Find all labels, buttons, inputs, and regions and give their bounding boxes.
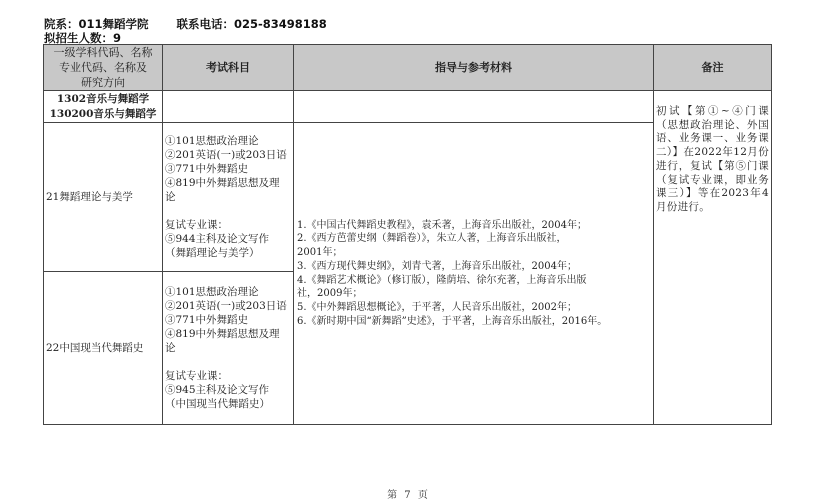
retest-subject: ⑤944主科及论文写作 xyxy=(165,233,270,245)
exam-subject: ①101思想政治理论 xyxy=(165,286,259,298)
retest-subject: （舞蹈理论与美学） xyxy=(165,247,260,259)
notes-cell: 初试【第①~④门课（思想政治理论、外国语、业务课一、业务课二）】在2022年12月份进行，复试【第⑤门课（复试专业课，即业务课三）】等在2023年4月份进行。 xyxy=(654,91,772,425)
discipline-materials-empty xyxy=(294,91,654,123)
discipline-cell xyxy=(44,91,163,123)
major-name: 130200音乐与舞蹈学 xyxy=(49,107,157,120)
column-header-reference-materials: 指导与参考材料 xyxy=(294,45,654,91)
table-header-row xyxy=(44,45,772,91)
exam-subject: ④819中外舞蹈思想及理 xyxy=(165,328,280,340)
direction-name: 21舞蹈理论与美学 xyxy=(44,123,163,272)
exam-subject: 论 xyxy=(165,342,176,354)
phone-label: 联系电话：025-83498188 xyxy=(176,17,327,31)
discipline-subjects-empty xyxy=(163,91,294,123)
reference-item: 社，2009年； xyxy=(297,288,363,300)
reference-item: 1.《中国古代舞蹈史教程》，袁禾著，上海音乐出版社，2004年； xyxy=(297,219,587,231)
exam-subject: ③771中外舞蹈史 xyxy=(165,314,249,326)
retest-subject: （中国现当代舞蹈史） xyxy=(165,398,270,410)
reference-materials-cell xyxy=(294,123,654,425)
first-level-discipline: 1302音乐与舞蹈学 xyxy=(56,92,150,105)
retest-label: 复试专业课： xyxy=(165,219,228,231)
exam-subject: ①101思想政治理论 xyxy=(165,135,259,147)
page-number: 第 7 页 xyxy=(387,490,428,501)
retest-label: 复试专业课： xyxy=(165,370,228,382)
exam-subject: ②201英语(一)或203日语 xyxy=(165,300,287,312)
reference-item: 4.《舞蹈艺术概论》（修订版），隆荫培、徐尔充著，上海音乐出版 xyxy=(297,274,587,286)
retest-subject: ⑤945主科及论文写作 xyxy=(165,384,270,396)
exam-subjects-cell xyxy=(163,123,294,272)
department-label: 院系：011舞蹈学院 xyxy=(44,17,149,31)
exam-subject: 论 xyxy=(165,191,176,203)
column-header-notes: 备注 xyxy=(654,45,772,91)
exam-subjects-cell xyxy=(163,272,294,425)
admissions-table xyxy=(43,44,772,425)
exam-subject: ④819中外舞蹈思想及理 xyxy=(165,177,280,189)
column-header-exam-subjects: 考试科目 xyxy=(163,45,294,91)
reference-item: 5.《中外舞蹈思想概论》，于平著，人民音乐出版社，2002年； xyxy=(297,301,577,313)
enrollment-label: 拟招生人数：9 xyxy=(44,31,122,45)
discipline-row xyxy=(44,91,772,123)
reference-item: 2001年； xyxy=(297,247,343,259)
reference-item: 3.《西方现代舞史纲》，刘青弋著，上海音乐出版社，2004年； xyxy=(297,260,577,272)
column-header-line: 专业代码、名称及 xyxy=(59,61,147,74)
exam-subject: ③771中外舞蹈史 xyxy=(165,163,249,175)
direction-name: 22中国现当代舞蹈史 xyxy=(44,272,163,425)
reference-item: 2.《西方芭蕾史纲（舞蹈卷）》，朱立人著，上海音乐出版社， xyxy=(297,233,567,245)
column-header-line: 一级学科代码、名称 xyxy=(53,46,153,59)
reference-item: 6.《新时期中国“新舞蹈”史述》，于平著，上海音乐出版社，2016年。 xyxy=(297,315,608,327)
column-header-discipline xyxy=(44,45,163,91)
column-header-line: 研究方向 xyxy=(81,76,125,89)
exam-subject: ②201英语(一)或203日语 xyxy=(165,149,287,161)
